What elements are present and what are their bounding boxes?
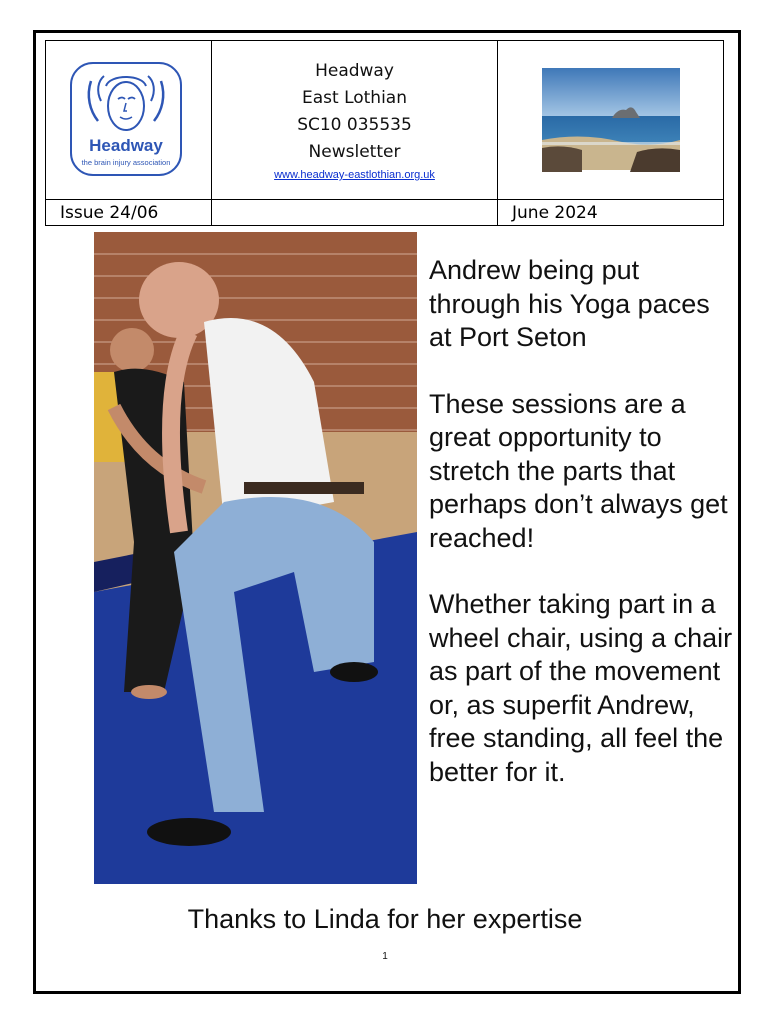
region: East Lothian [301, 88, 407, 108]
empty-cell [212, 200, 498, 226]
org-name: Headway [315, 61, 394, 81]
doc-type: Newsletter [308, 142, 401, 162]
charity-number: SC10 035535 [297, 115, 412, 135]
story-paragraph-caption: Andrew being put through his Yoga paces at Port Seton [429, 255, 710, 352]
headway-logo-icon [46, 41, 212, 199]
yoga-photo [94, 232, 417, 884]
logo-cell [46, 41, 212, 200]
issue-number: Issue 24/06 [60, 202, 159, 223]
newsletter-header [45, 40, 724, 226]
seascape-photo [542, 68, 680, 172]
story-text [429, 254, 735, 822]
date-cell [498, 200, 724, 226]
story-paragraph-sessions: These sessions are a great opportunity to stretch the parts that perhaps don’t always get reached! [429, 388, 728, 553]
sea-photo-cell [498, 41, 724, 200]
title-cell [212, 41, 498, 200]
thanks-line: Thanks to Linda for her expertise [187, 904, 583, 934]
website-link[interactable]: www.headway-eastlothian.org.uk [274, 169, 435, 181]
issue-cell [46, 200, 212, 226]
logo-wordmark: Headway [89, 136, 163, 155]
logo-tagline: the brain injury association [81, 158, 171, 167]
issue-date: June 2024 [512, 202, 598, 223]
page-number: 1 [382, 951, 388, 962]
story-paragraph-participation: Whether taking part in a wheel chair, using a chair as part of the movement or, as superfit Andrew, free standing, all feel the better for it. [429, 589, 733, 787]
